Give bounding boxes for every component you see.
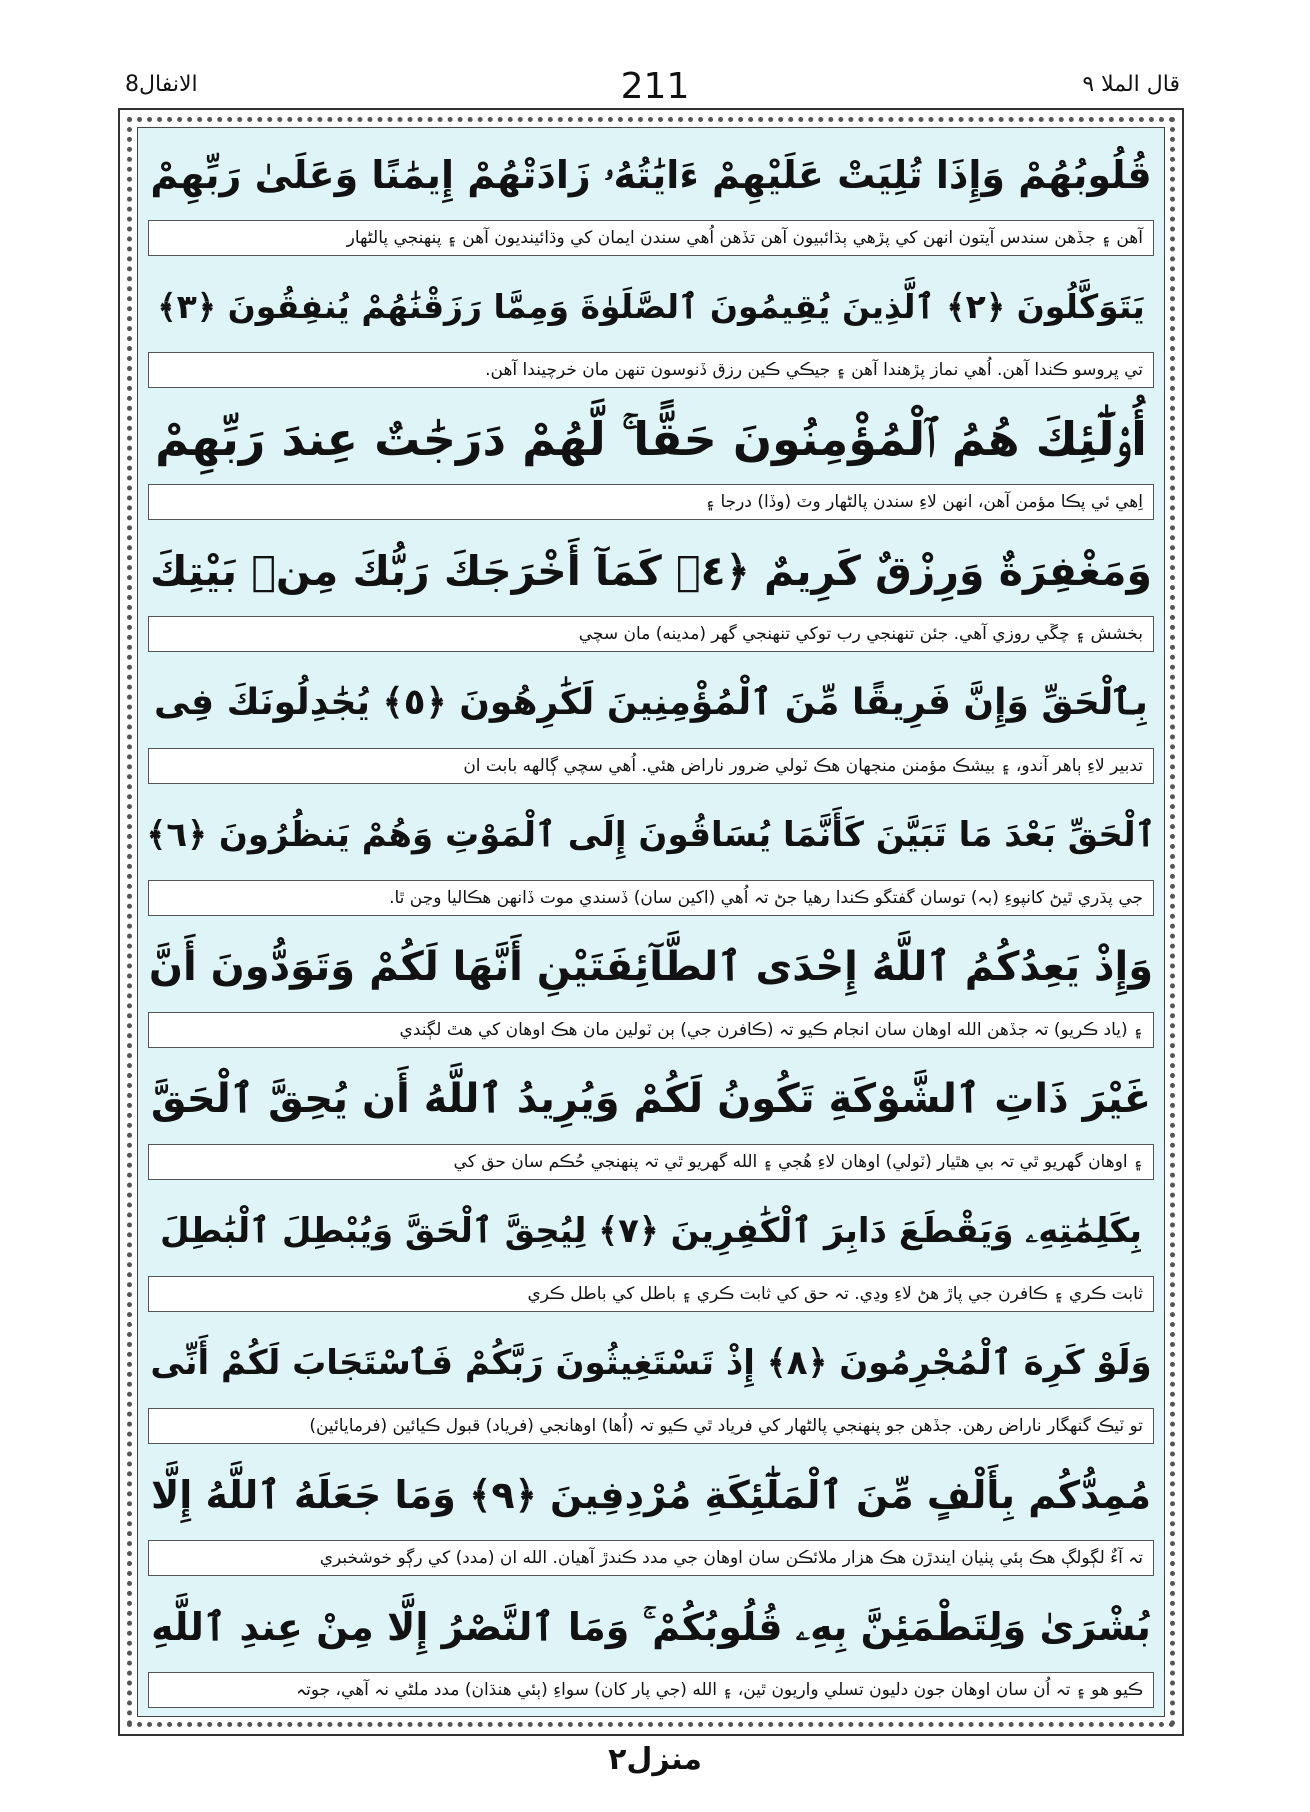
translation-line: جي پڌري ٿيڻ کانپوءِ (بہ) توسان گفتگو ڪندا رهيا جڻ تہ اُهي (اکين سان) ڏسندي موت ڏانهن هڪاليا وڃن ٿا. — [148, 880, 1154, 916]
translation-line: بخشش ۽ چڱي روزي آهي. جئن تنهنجي رب توکي تنهنجي گهر (مدينه) مان سچي — [148, 616, 1154, 652]
arabic-line: قُلُوبُهُمْ وَإِذَا تُلِيَتْ عَلَيْهِمْ ءَايَٰتُهُۥ زَادَتْهُمْ إِيمَٰنًا وَعَلَىٰ رَبِّهِمْ — [150, 153, 1152, 197]
arabic-line: وَإِذْ يَعِدُكُمُ ٱللَّهُ إِحْدَى ٱلطَّآئِفَتَيْنِ أَنَّهَا لَكُمْ وَتَوَدُّونَ أَنَّ — [148, 944, 1154, 990]
translation-line: تو ٽيڪ گنهگار ناراض رهن. جڏهن جو پنهنجي پالڻهار کي فرياد ٿي ڪيو تہ (اُها) اوهانجي (فرياد) قبول ڪيائين (فرمايائين) — [148, 1408, 1154, 1444]
arabic-line: ٱلْحَقِّ بَعْدَ مَا تَبَيَّنَ كَأَنَّمَا يُسَاقُونَ إِلَى ٱلْمَوْتِ وَهُمْ يَنظُرُونَ ﴿٦﴾ — [146, 815, 1156, 855]
translation-line: ۽ (ياد ڪريو) تہ جڏهن الله اوهان سان انجام ڪيو تہ (ڪافرن جي) ٻن ٽولين مان هڪ اوهان کي هٿ لڳندي — [148, 1012, 1154, 1048]
arabic-line: بُشْرَىٰ وَلِتَطْمَئِنَّ بِهِۦ قُلُوبُكُمْ ۚ وَمَا ٱلنَّصْرُ إِلَّا مِنْ عِندِ ٱللَّهِ — [151, 1605, 1151, 1649]
arabic-line: بِكَلِمَٰتِهِۦ وَيَقْطَعَ دَابِرَ ٱلْكَٰفِرِينَ ﴿٧﴾ لِيُحِقَّ ٱلْحَقَّ وَيُبْطِلَ ٱلْبَٰطِلَ — [159, 1211, 1143, 1251]
arabic-line: يَتَوَكَّلُونَ ﴿٢﴾ ٱلَّذِينَ يُقِيمُونَ ٱلصَّلَوٰةَ وَمِمَّا رَزَقْنَٰهُمْ يُنفِقُونَ ﴿٣﴾ — [157, 287, 1145, 326]
arabic-line: وَلَوْ كَرِهَ ٱلْمُجْرِمُونَ ﴿٨﴾ إِذْ تَسْتَغِيثُونَ رَبَّكُمْ فَٱسْتَجَابَ لَكُمْ أَنِّى — [150, 1343, 1152, 1383]
surah-name: الانفال8 — [125, 72, 198, 97]
manzil-marker: منزل٢ — [608, 1742, 702, 1777]
translation-line: ڪيو هو ۽ تہ اُن سان اوهان جون دليون تسلي واريون ٿين، ۽ الله (جي پار کان) سواءِ (ٻئي هنڌان) مدد ملڻي نہ آهي، جوتہ — [148, 1672, 1154, 1708]
translation-line: تي ڀروسو ڪندا آهن. اُهي نماز پڙهندا آهن ۽ جيڪي ڪين رزق ڏنوسون تنهن مان خرچيندا آهن. — [148, 352, 1154, 388]
arabic-line: أُو۟لَٰٓئِكَ هُمُ ٱلْمُؤْمِنُونَ حَقًّا ۚ لَّهُمْ دَرَجَٰتٌ عِندَ رَبِّهِمْ — [155, 412, 1147, 466]
translation-line: آهن ۽ جڏهن سندس آيتون انهن کي پڙهي ٻڌائبيون آهن تڏهن اُهي سندن ايمان کي وڌائينديون آهن ۽ پنهنجي پالڻهار — [148, 220, 1154, 256]
arabic-line: بِٱلْحَقِّ وَإِنَّ فَرِيقًا مِّنَ ٱلْمُؤْمِنِينَ لَكَٰرِهُونَ ﴿٥﴾ يُجَٰدِلُونَكَ فِى — [154, 682, 1148, 723]
page-border — [118, 108, 1184, 1736]
juz-name: قال الملا ٩ — [1082, 72, 1180, 97]
translation-line: اِهي ئي پڪا مؤمن آهن، انهن لاءِ سندن پالڻهار وٽ (وڏا) درجا ۽ — [148, 484, 1154, 520]
arabic-line: مُمِدُّكُم بِأَلْفٍ مِّنَ ٱلْمَلَٰٓئِكَةِ مُرْدِفِينَ ﴿٩﴾ وَمَا جَعَلَهُ ٱللَّهُ إِلَّا — [150, 1473, 1152, 1517]
translation-line: تدبير لاءِ ٻاهر آندو، ۽ بيشڪ مؤمنن منجهان هڪ ٽولي ضرور ناراض هئي. اُهي سچي ڳالهه بابت ان — [148, 748, 1154, 784]
translation-line: تہ آءٌ لڳولڳ هڪ ٻئي پٺيان ايندڙن هڪ هزار ملائڪن سان اوهان جي مدد ڪندڙ آهيان. الله ان (مدد) کي رڳو خوشخبري — [148, 1540, 1154, 1576]
page-number: 211 — [620, 66, 690, 107]
translation-line: ثابت ڪري ۽ ڪافرن جي پاڙ ھڻ لاءِ وڍي. تہ حق کي ثابت ڪري ۽ باطل کي باطل ڪري — [148, 1276, 1154, 1312]
translation-line: ۽ اوهان گهريو ٿي تہ بي هٿيار (ٽولي) اوهان لاءِ هُجي ۽ الله گهريو ٿي تہ پنهنجي حُڪم سان حق کي — [148, 1144, 1154, 1180]
arabic-line: وَمَغْفِرَةٌ وَرِزْقٌ كَرِيمٌ ﴿٤﴾ كَمَآ أَخْرَجَكَ رَبُّكَ مِنۢ بَيْتِكَ — [150, 547, 1152, 595]
text-panel — [137, 127, 1165, 1717]
arabic-line: غَيْرَ ذَاتِ ٱلشَّوْكَةِ تَكُونُ لَكُمْ وَيُرِيدُ ٱللَّهُ أَن يُحِقَّ ٱلْحَقَّ — [150, 1076, 1152, 1122]
